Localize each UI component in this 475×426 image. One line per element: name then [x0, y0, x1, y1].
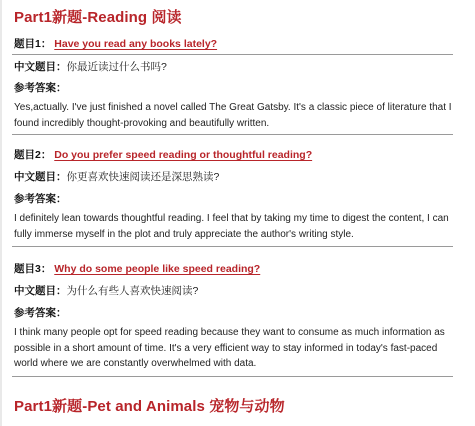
section-title-pet-animals: Part1新题-Pet and Animals 宠物与动物 — [14, 398, 285, 415]
page-edge — [0, 0, 2, 426]
question-3-chinese: 为什么有些人喜欢快速阅读? — [66, 285, 199, 297]
reference-answer-label — [14, 306, 67, 320]
question-3-row — [14, 262, 260, 276]
reference-label-text: 参考答案： — [14, 82, 67, 94]
question-2-chinese-row — [14, 170, 219, 184]
chinese-label: 中文题目： — [14, 61, 67, 73]
question-number: 3： — [35, 263, 52, 275]
reference-answer-label — [14, 192, 67, 206]
question-2-answer: I definitely lean towards thoughtful reading. I feel that by taking my time to digest the content, I can fully immerse myself in the plot and truly appreciate the author's writing style. — [14, 213, 449, 240]
chinese-label: 中文题目： — [14, 171, 67, 183]
divider — [12, 246, 453, 247]
reference-label-text: 参考答案： — [14, 193, 67, 205]
question-2-row — [14, 148, 312, 162]
question-3-link[interactable]: Why do some people like speed reading? — [54, 263, 261, 275]
question-3-answer: I think many people opt for speed reading because they want to consume as much information as possible in a short amount of time. It's a very efficient way to stay informed in today's fast-paced world where we are constantly overwhelmed with data. — [14, 327, 445, 369]
question-label: 题目 — [14, 263, 35, 275]
question-number: 2： — [35, 149, 52, 161]
reference-label-text: 参考答案： — [14, 307, 67, 319]
question-1-answer: Yes,actually. I've just finished a novel called The Great Gatsby. It's a classic piece of literature that I found incredibly thought-provoking and beautifully written. — [14, 102, 452, 129]
section-title-reading: Part1新题-Reading 阅读 — [14, 9, 182, 26]
question-1-chinese-row — [14, 60, 167, 74]
question-label: 题目 — [14, 38, 35, 50]
question-2-link[interactable]: Do you prefer speed reading or thoughtful reading? — [54, 149, 313, 161]
question-3-chinese-row — [14, 284, 198, 298]
question-label: 题目 — [14, 149, 35, 161]
question-2-chinese: 你更喜欢快速阅读还是深思熟读? — [66, 171, 220, 183]
divider — [12, 134, 453, 135]
question-1-link[interactable]: Have you read any books lately? — [54, 38, 218, 50]
question-1-chinese: 你最近读过什么书吗? — [66, 61, 167, 73]
divider — [12, 376, 453, 377]
divider — [12, 54, 453, 55]
question-1-row — [14, 37, 217, 51]
chinese-label: 中文题目： — [14, 285, 67, 297]
question-number: 1： — [35, 38, 52, 50]
reference-answer-label — [14, 81, 67, 95]
